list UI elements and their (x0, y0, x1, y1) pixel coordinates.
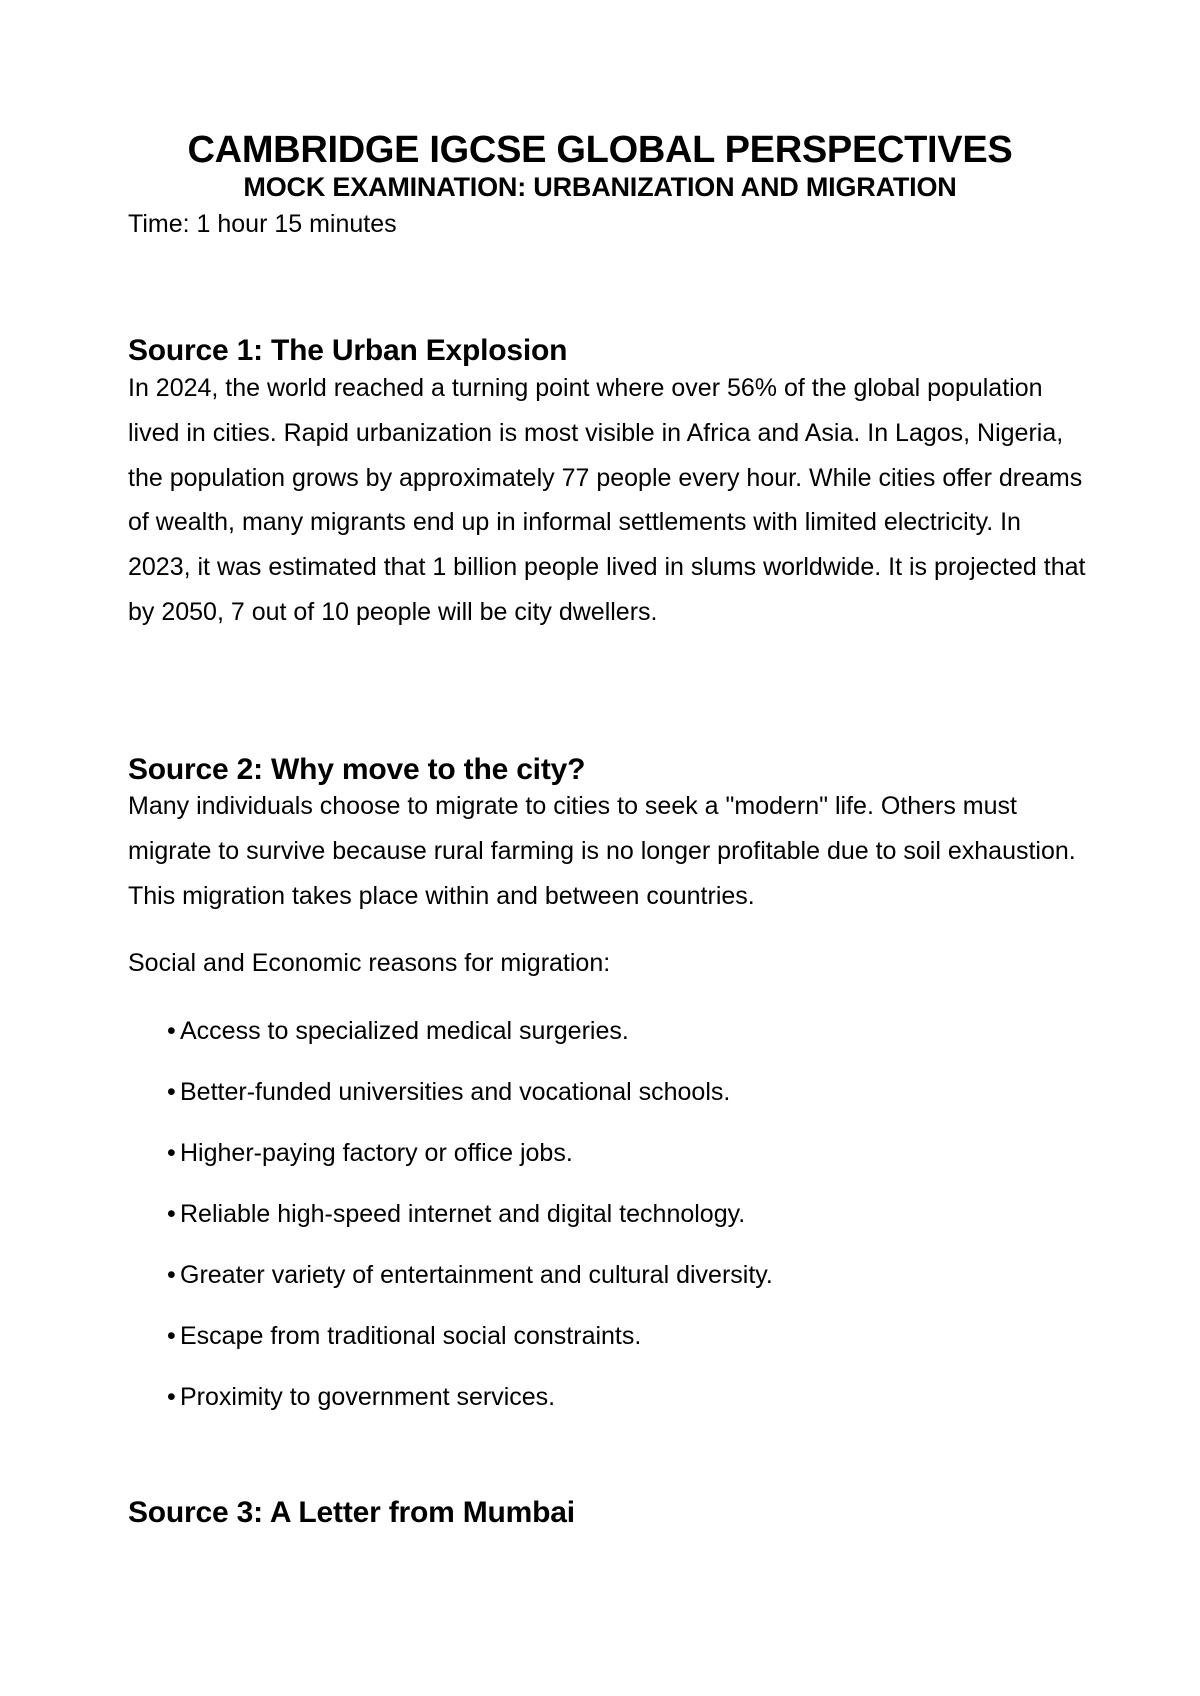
list-item-text: Higher-paying factory or office jobs. (180, 1139, 573, 1167)
list-item (128, 1382, 773, 1443)
source-1-heading: Source 1: The Urban Explosion (128, 334, 568, 367)
exam-title: CAMBRIDGE IGCSE GLOBAL PERSPECTIVES (187, 129, 1013, 171)
source-1-text: In 2024, the world reached a turning point where over 56% of the global population lived in cities. Rapid urbanization is most visible in Africa and Asia. In Lagos, Nigeria, the population grows by approximately 77 people every hour. While cities offer dreams of wealth, many migrants end up in informal settlements with limited electricity. In 2023, it was estimated that 1 billion people lived in slums worldwide. It is projected that by 2050, 7 out of 10 people will be city dwellers. (128, 374, 1086, 626)
migration-reasons-list (128, 1016, 773, 1443)
list-item-text: Access to specialized medical surgeries. (180, 1017, 629, 1045)
list-item (128, 1077, 773, 1138)
bullet-icon: • (167, 1261, 176, 1289)
list-item (128, 1016, 773, 1077)
exam-time: Time: 1 hour 15 minutes (128, 210, 397, 238)
list-item-text: Escape from traditional social constraints. (180, 1322, 642, 1350)
list-item (128, 1138, 773, 1199)
source-2-list-intro: Social and Economic reasons for migration: (128, 949, 611, 977)
list-item-text: Greater variety of entertainment and cultural diversity. (180, 1261, 773, 1289)
bullet-icon: • (167, 1078, 176, 1106)
list-item-text: Reliable high-speed internet and digital technology. (180, 1200, 746, 1228)
source-3-heading: Source 3: A Letter from Mumbai (128, 1496, 575, 1529)
source-2-heading: Source 2: Why move to the city? (128, 753, 586, 786)
bullet-icon: • (167, 1322, 176, 1350)
list-item-text: Proximity to government services. (180, 1383, 556, 1411)
list-item-text: Better-funded universities and vocational schools. (180, 1078, 731, 1106)
exam-subtitle: MOCK EXAMINATION: URBANIZATION AND MIGRATION (243, 172, 957, 202)
list-item (128, 1199, 773, 1260)
bullet-icon: • (167, 1139, 176, 1167)
bullet-icon: • (167, 1200, 176, 1228)
list-item (128, 1321, 773, 1382)
bullet-icon: • (167, 1017, 176, 1045)
list-item (128, 1260, 773, 1321)
source-2-text: Many individuals choose to migrate to cities to seek a "modern" life. Others must migrate to survive because rural farming is no longer profitable due to soil exhaustion. This migration takes place within and between countries. (128, 792, 1076, 910)
bullet-icon: • (167, 1383, 176, 1411)
